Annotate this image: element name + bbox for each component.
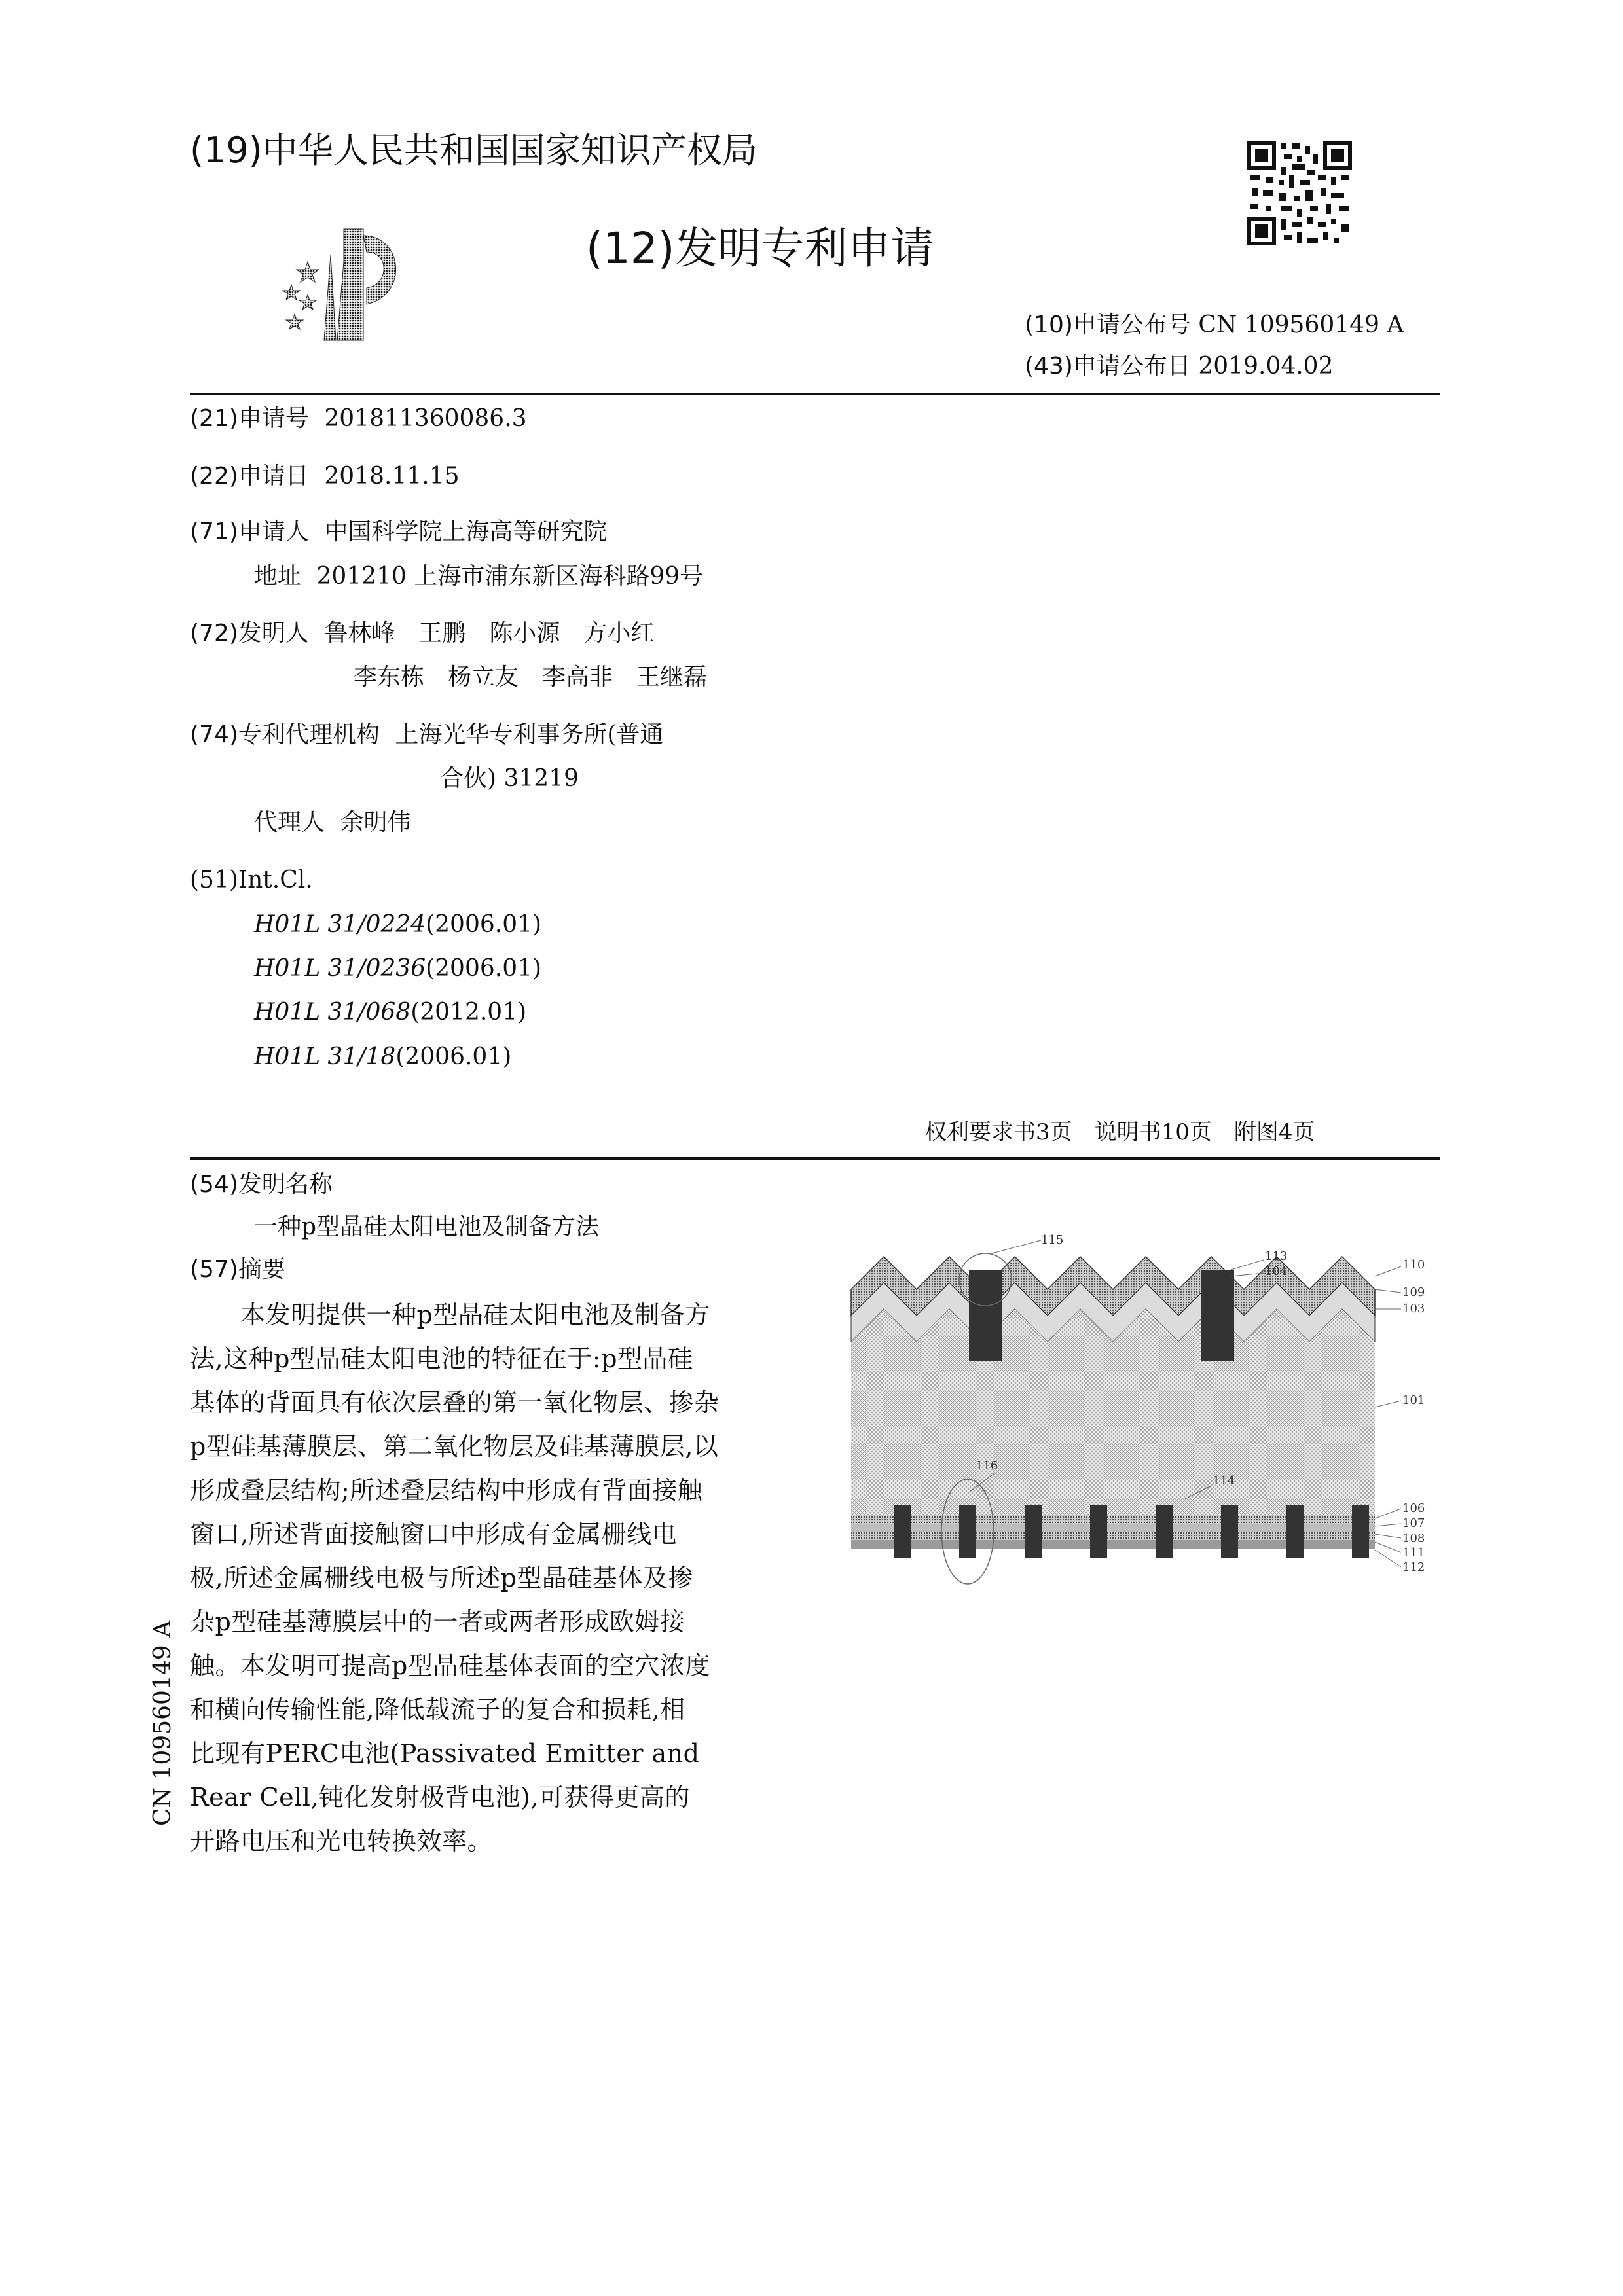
abstract-text	[190, 1293, 799, 1863]
figure-label: 112	[1402, 1560, 1425, 1574]
figure-label: 110	[1402, 1258, 1425, 1272]
ipc-code: H01L 31/0224	[254, 911, 426, 938]
figure-label: 108	[1402, 1532, 1425, 1545]
publication-number-row	[1025, 309, 1404, 342]
abstract-line: 触。本发明可提高p型晶硅基体表面的空穴浓度	[190, 1651, 710, 1680]
cnipa-logo-icon	[265, 223, 416, 347]
invention-title: 一种p型晶硅太阳电池及制备方法	[254, 1213, 600, 1240]
office-name: (19)中华人民共和国国家知识产权局	[190, 130, 757, 171]
application-number: 201811360086.3	[324, 405, 527, 432]
figure-label: 104	[1265, 1265, 1288, 1278]
invention-title-label: (54)发明名称	[190, 1171, 333, 1198]
figure-label: 111	[1402, 1546, 1425, 1560]
agent-row	[254, 806, 410, 839]
vertical-publication-number: CN 109560149 A	[149, 1620, 176, 1826]
applicant-label: (71)申请人	[190, 518, 309, 545]
agency-line-1: 上海光华专利事务所(普通	[395, 721, 664, 748]
figure-label: 106	[1402, 1501, 1425, 1515]
ipc-version: (2006.01)	[426, 911, 542, 938]
publication-number-label: (10)申请公布号	[1025, 312, 1191, 338]
figure-label: 114	[1213, 1474, 1235, 1488]
applicant: 中国科学院上海高等研究院	[324, 518, 608, 545]
inventors-label: (72)发明人	[190, 620, 309, 647]
inventors-line-1: 鲁林峰 王鹏 陈小源 方小红	[324, 620, 655, 647]
ipc-item	[254, 1041, 511, 1073]
agent: 余明伟	[340, 809, 411, 836]
figure-label: 113	[1265, 1249, 1288, 1263]
publication-date-row	[1025, 350, 1333, 383]
ipc-version: (2006.01)	[426, 955, 542, 982]
publication-date-label: (43)申请公布日	[1025, 353, 1191, 380]
ipc-item	[254, 952, 541, 985]
abstract-line: 比现有PERC电池(Passivated Emitter and	[190, 1739, 700, 1768]
figure-label: 116	[976, 1459, 998, 1473]
solar-cell-cross-section-figure	[845, 1233, 1447, 1610]
header-divider	[190, 393, 1440, 395]
agency-row	[190, 719, 663, 751]
figure-label: 103	[1402, 1302, 1425, 1316]
abstract-line: 本发明提供一种p型晶硅太阳电池及制备方	[190, 1300, 710, 1329]
ipc-version: (2006.01)	[395, 1043, 512, 1070]
publication-date: 2019.04.02	[1198, 353, 1334, 380]
front-electrode	[969, 1270, 1002, 1361]
front-electrode	[1201, 1270, 1234, 1361]
address-row	[254, 560, 703, 593]
abstract-line: 杂p型硅基薄膜层中的一者或两者形成欧姆接	[190, 1607, 685, 1636]
abstract-line: 极,所述金属栅线电极与所述p型晶硅基体及掺	[190, 1564, 693, 1592]
agency-line-2: 合伙) 31219	[440, 765, 579, 792]
address: 201210 上海市浦东新区海科路99号	[316, 563, 704, 590]
application-number-label: (21)申请号	[190, 405, 309, 432]
ipc-code: H01L 31/068	[254, 999, 411, 1026]
application-date: 2018.11.15	[324, 463, 460, 490]
publication-number: CN 109560149 A	[1198, 312, 1404, 338]
abstract-line: 开路电压和光电转换效率。	[190, 1827, 493, 1856]
figure-label: 109	[1402, 1285, 1425, 1299]
figure-label: 115	[1041, 1233, 1064, 1247]
abstract-line: 基体的背面具有依次层叠的第一氧化物层、掺杂	[190, 1388, 720, 1417]
ipc-code: H01L 31/0236	[254, 955, 426, 982]
figure-label: 107	[1402, 1516, 1425, 1530]
page-count-info: 权利要求书3页 说明书10页 附图4页	[924, 1119, 1315, 1145]
figure-label: 101	[1402, 1393, 1425, 1407]
ipc-item	[254, 908, 541, 941]
section-divider	[190, 1157, 1440, 1160]
abstract-line: 法,这种p型晶硅太阳电池的特征在于:p型晶硅	[190, 1344, 693, 1373]
abstract-line: 形成叠层结构;所述叠层结构中形成有背面接触	[190, 1476, 703, 1505]
applicant-row	[190, 516, 607, 548]
abstract-line: p型硅基薄膜层、第二氧化物层及硅基薄膜层,以	[190, 1432, 719, 1461]
ipc-code: H01L 31/18	[254, 1043, 396, 1070]
document-type: (12)发明专利申请	[586, 223, 934, 274]
application-number-row	[190, 403, 527, 435]
inventors-line-2: 李东栋 杨立友 李高非 王继磊	[354, 664, 708, 691]
abstract-line: 窗口,所述背面接触窗口中形成有金属栅线电	[190, 1520, 678, 1549]
abstract-label: (57)摘要	[190, 1256, 285, 1283]
agent-label: 代理人	[254, 809, 325, 836]
agency-label: (74)专利代理机构	[190, 721, 380, 748]
int-cl-label: (51)Int.Cl.	[190, 867, 313, 893]
application-date-label: (22)申请日	[190, 463, 309, 490]
inventors-row	[190, 617, 654, 650]
abstract-line: Rear Cell,钝化发射极背电池),可获得更高的	[190, 1783, 690, 1812]
application-date-row	[190, 460, 459, 493]
ipc-version: (2012.01)	[410, 999, 527, 1026]
ipc-item	[254, 996, 526, 1029]
abstract-line: 和横向传输性能,降低载流子的复合和损耗,相	[190, 1695, 685, 1724]
qr-code-icon	[1247, 141, 1352, 245]
address-label: 地址	[254, 563, 302, 590]
